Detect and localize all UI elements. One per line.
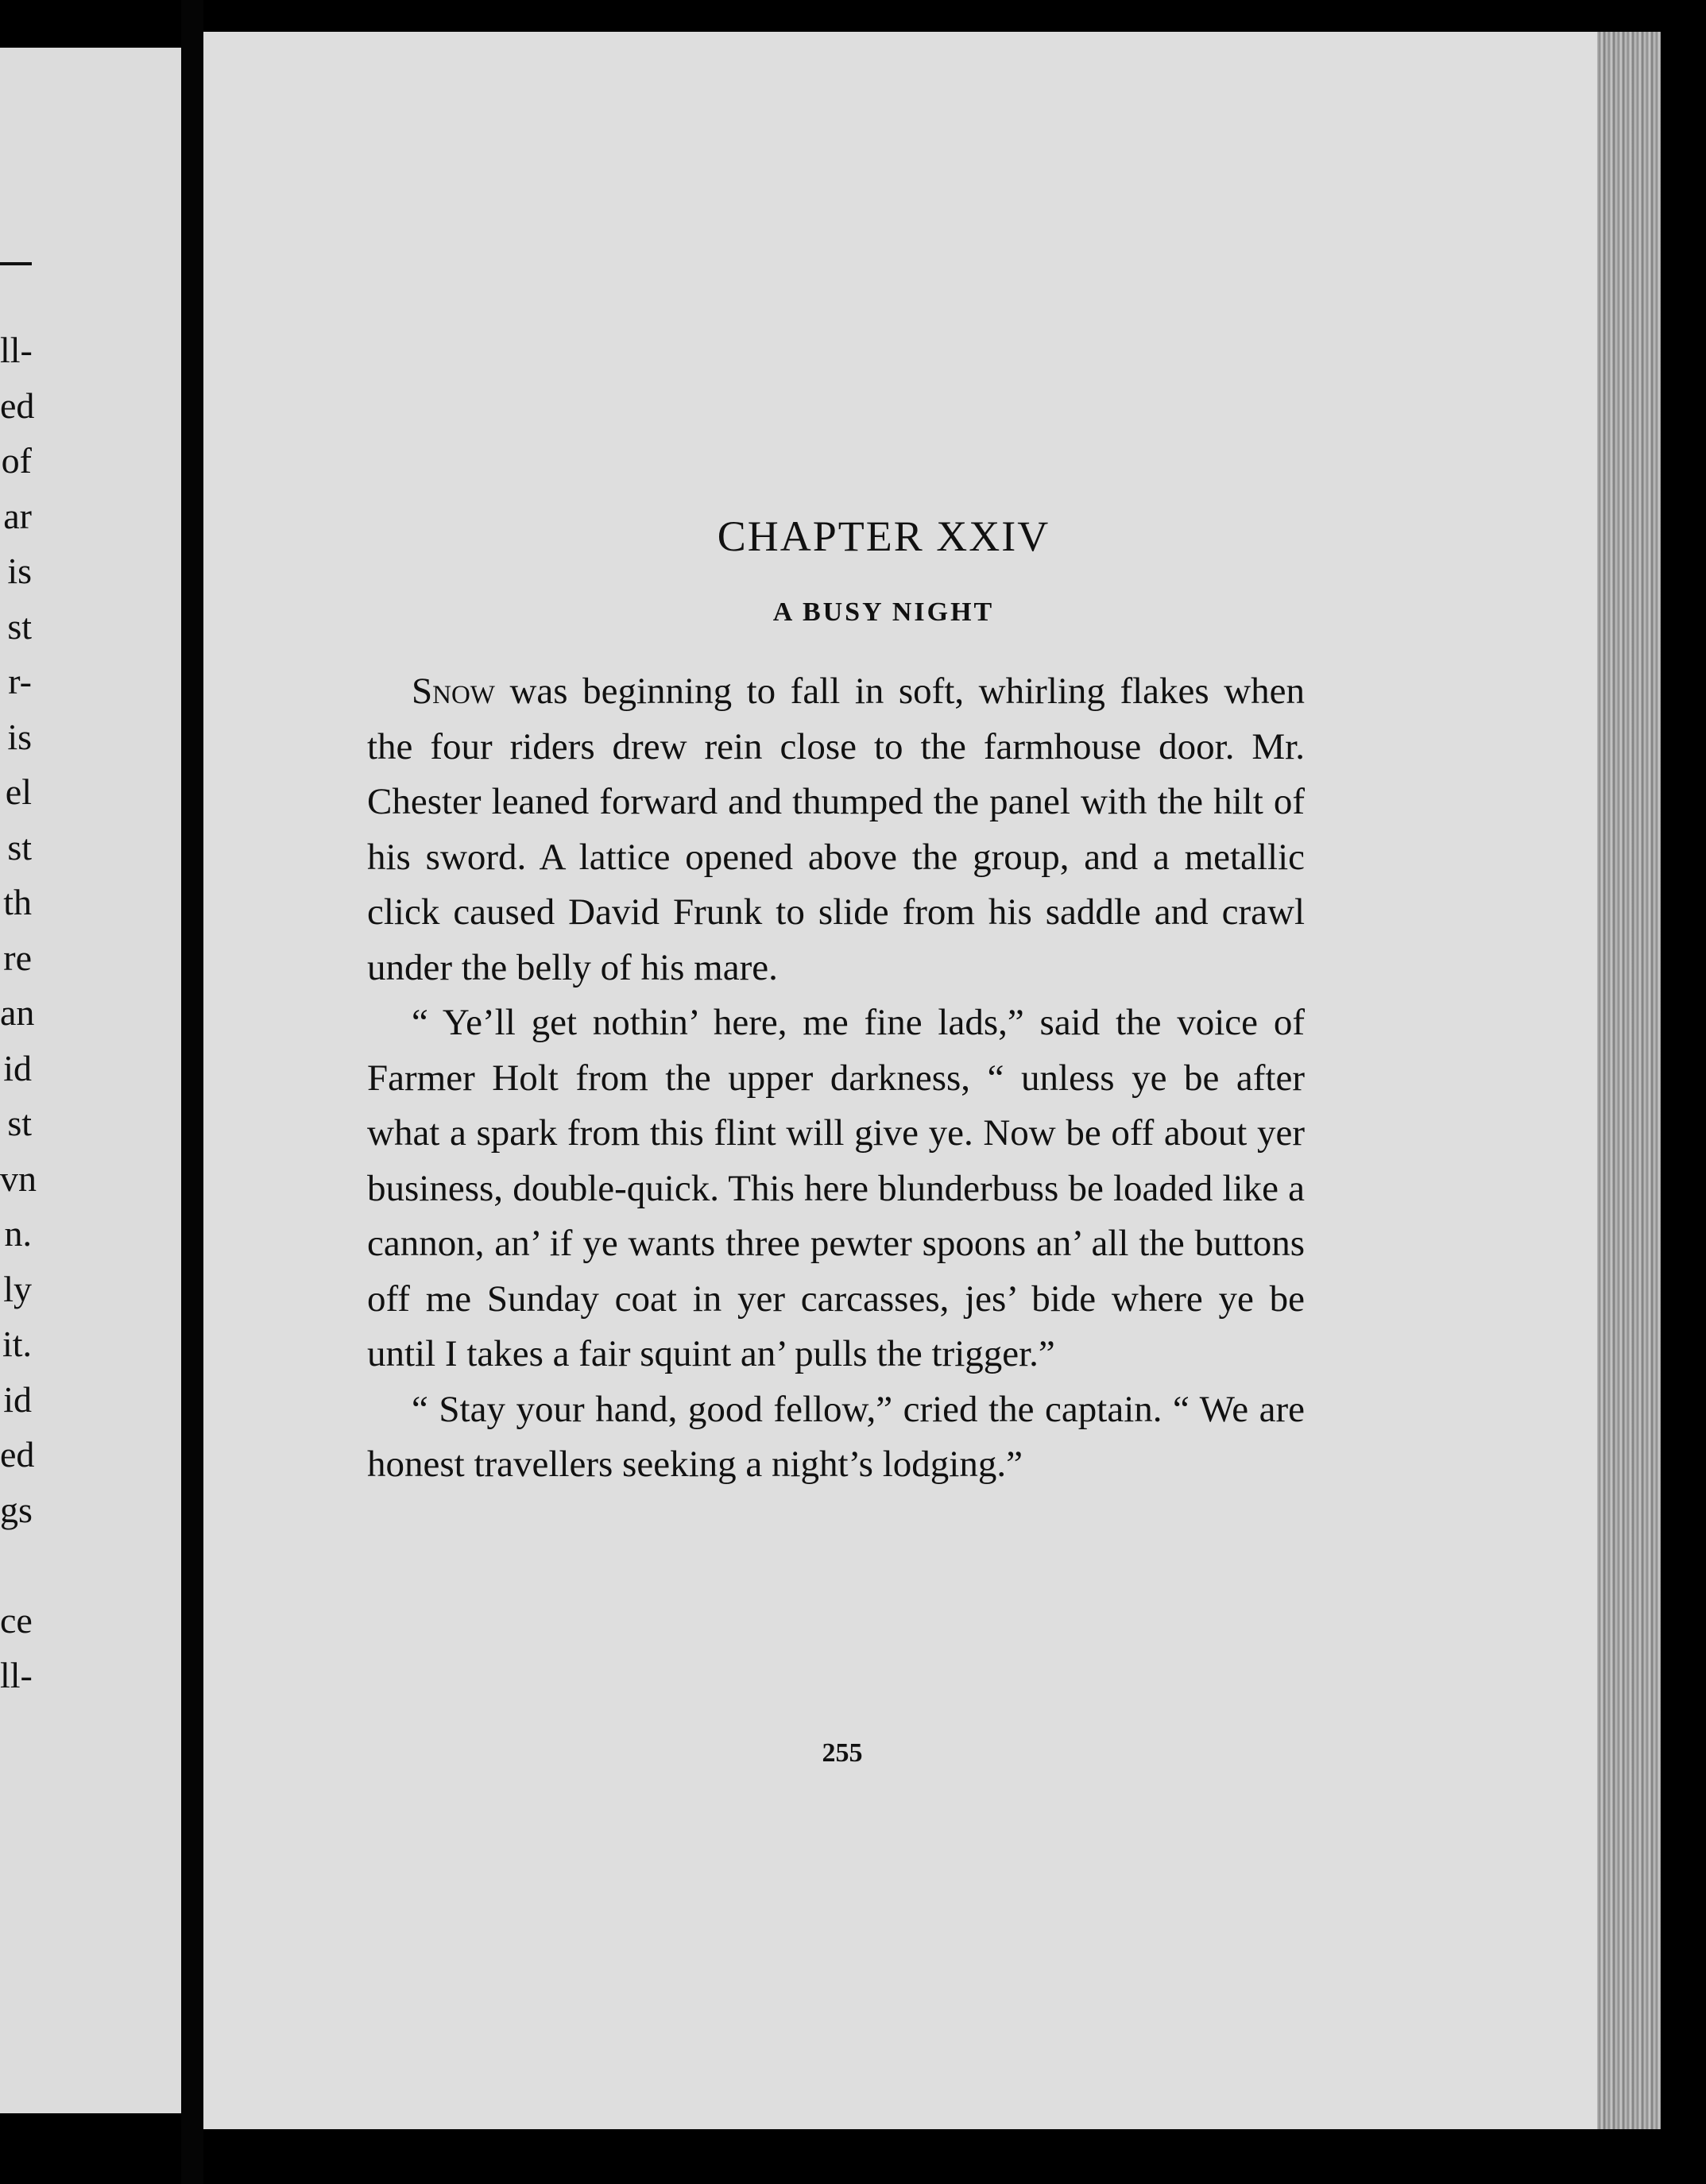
text-fragment: st bbox=[7, 605, 32, 647]
text-fragment: is bbox=[7, 551, 32, 591]
text-fragment: ce bbox=[0, 1599, 33, 1641]
chapter-subtitle: A BUSY NIGHT bbox=[772, 597, 995, 627]
paragraph bbox=[367, 664, 1305, 995]
text-fragment: th bbox=[3, 882, 32, 922]
text-fragment: ly bbox=[3, 1268, 32, 1309]
text-fragment: is bbox=[7, 716, 32, 757]
text-fragment: id bbox=[3, 1047, 32, 1088]
text-fragment: re bbox=[3, 937, 32, 978]
text-fragment: ed bbox=[0, 1434, 35, 1475]
paragraph-text: was beginning to fall in soft, whirling flakes when the four riders drew rein close to the farmhouse door. Mr. Chester leaned forward and thumped the panel with the hilt of his sword. A lattice opened above the group, and a metallic click caused David Frunk to slide from his saddle and crawl under the belly of his mare. bbox=[367, 671, 1305, 988]
text-fragment: it. bbox=[2, 1324, 32, 1364]
paragraph bbox=[367, 1382, 1305, 1493]
text-fragment: n. bbox=[4, 1213, 32, 1254]
header-rule bbox=[0, 262, 32, 265]
page-content bbox=[367, 508, 1305, 1493]
text-fragment: id bbox=[3, 1378, 32, 1420]
book-gutter bbox=[181, 0, 203, 2184]
paragraph bbox=[367, 995, 1305, 1382]
paragraph-text: “ Stay your hand, good fellow,” cried the captain. “ We are honest travellers seeking a night’s lodging.” bbox=[367, 1388, 1305, 1485]
text-fragment: ll- bbox=[0, 330, 33, 370]
paragraph-lead: Snow bbox=[412, 671, 495, 712]
text-fragment bbox=[0, 1537, 32, 1593]
text-fragment: st bbox=[7, 1103, 32, 1143]
previous-page-text bbox=[0, 323, 64, 1703]
text-fragment: vn bbox=[0, 1158, 37, 1199]
paragraph-text: “ Ye’ll get nothin’ here, me fine lads,” said the voice of Farmer Holt from the upper darkness, “ unless ye be after what a spark from this flint will give ye. Now be off about yer business, double-quick. This here blunderbuss be loaded like a cannon, an’ if ye wants three pewter spoons an’ all the buttons off me Sunday coat in yer carcasses, jes’ bide where ye be until I takes a fair squint an’ pulls the trigger.” bbox=[367, 1002, 1305, 1374]
text-fragment: ed bbox=[0, 385, 35, 426]
chapter-title: CHAPTER XXIV bbox=[717, 512, 1050, 560]
page-edges bbox=[1597, 32, 1661, 2129]
chapter-body bbox=[367, 664, 1305, 1493]
text-fragment: el bbox=[5, 771, 32, 812]
page-number: 255 bbox=[822, 1738, 863, 1768]
text-fragment: an bbox=[0, 992, 35, 1033]
text-fragment: ll- bbox=[0, 1655, 33, 1695]
text-fragment: ar bbox=[3, 495, 32, 536]
previous-page bbox=[0, 48, 181, 2113]
text-fragment: of bbox=[1, 440, 32, 481]
text-fragment: r- bbox=[8, 661, 32, 702]
text-fragment: gs bbox=[0, 1489, 33, 1530]
text-fragment: st bbox=[7, 826, 32, 868]
